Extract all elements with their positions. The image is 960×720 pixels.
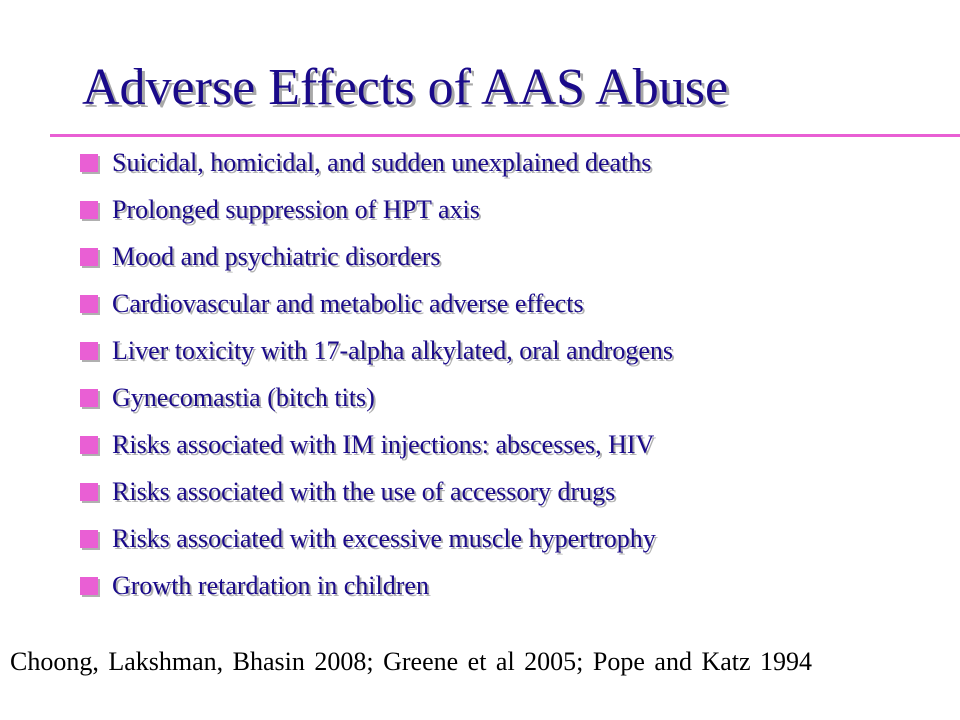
square-bullet-icon bbox=[80, 436, 98, 454]
square-bullet-icon bbox=[80, 530, 98, 548]
title-divider bbox=[50, 134, 960, 137]
bullet-item bbox=[80, 146, 673, 193]
citation: Choong, Lakshman, Bhasin 2008; Greene et al 2005; Pope and Katz 1994 bbox=[10, 647, 813, 676]
bullet-item bbox=[80, 522, 673, 569]
bullet-text: Gynecomastia (bitch tits) bbox=[112, 383, 375, 412]
bullet-text: Risks associated with the use of accessory drugs bbox=[112, 477, 616, 506]
bullet-text: Growth retardation in children bbox=[112, 571, 429, 600]
bullet-item bbox=[80, 334, 673, 381]
bullet-text: Risks associated with IM injections: abscesses, HIV bbox=[112, 430, 655, 459]
bullet-item bbox=[80, 287, 673, 334]
square-bullet-icon bbox=[80, 389, 98, 407]
bullet-text: Cardiovascular and metabolic adverse effects bbox=[112, 289, 584, 318]
bullet-item bbox=[80, 381, 673, 428]
bullet-text: Prolonged suppression of HPT axis bbox=[112, 195, 480, 224]
slide-title: Adverse Effects of AAS Abuse bbox=[82, 59, 729, 116]
bullet-item bbox=[80, 428, 673, 475]
bullet-item bbox=[80, 193, 673, 240]
square-bullet-icon bbox=[80, 483, 98, 501]
bullet-list bbox=[80, 146, 673, 616]
bullet-text: Liver toxicity with 17-alpha alkylated, oral androgens bbox=[112, 336, 673, 365]
bullet-text: Risks associated with excessive muscle hypertrophy bbox=[112, 524, 656, 553]
bullet-item bbox=[80, 475, 673, 522]
square-bullet-icon bbox=[80, 577, 98, 595]
bullet-item bbox=[80, 240, 673, 287]
bullet-text: Mood and psychiatric disorders bbox=[112, 242, 441, 271]
square-bullet-icon bbox=[80, 201, 98, 219]
bullet-item bbox=[80, 569, 673, 616]
bullet-text: Suicidal, homicidal, and sudden unexplained deaths bbox=[112, 148, 652, 177]
square-bullet-icon bbox=[80, 248, 98, 266]
square-bullet-icon bbox=[80, 342, 98, 360]
square-bullet-icon bbox=[80, 154, 98, 172]
square-bullet-icon bbox=[80, 295, 98, 313]
